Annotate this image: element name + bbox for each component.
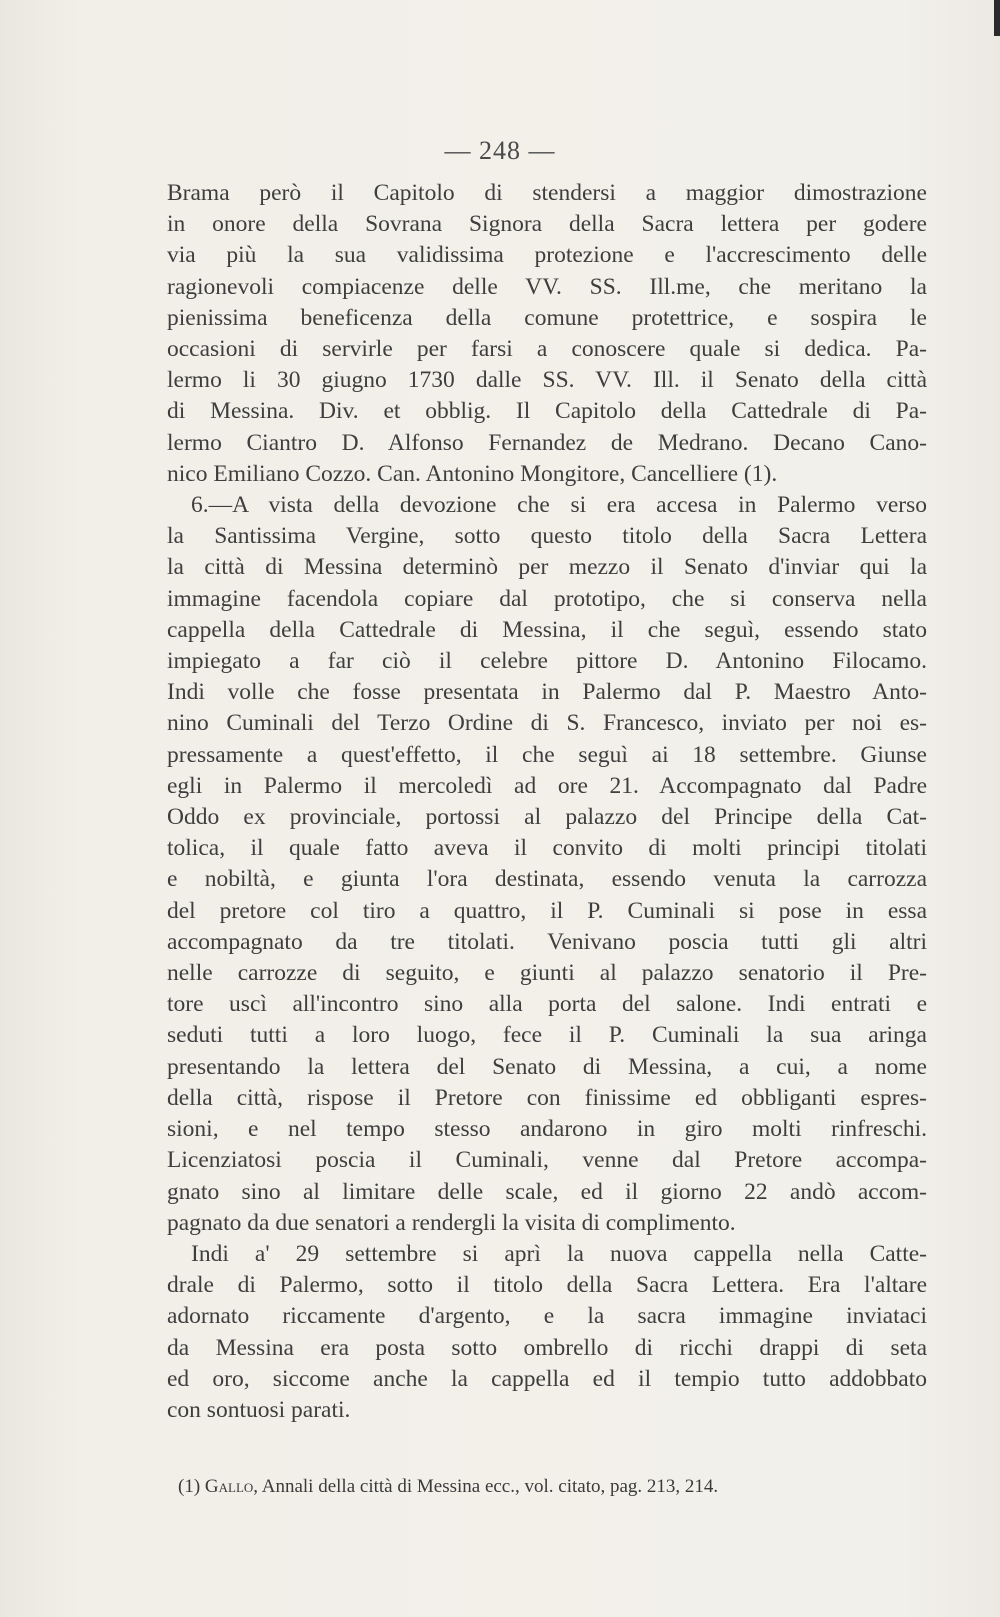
text-line: la città di Messina determinò per mezzo il Senato d'inviar qui la [167,554,927,581]
text-line: presentando la lettera del Senato di Messina, a cui, a nome [167,1053,927,1080]
text-line: egli in Palermo il mercoledì ad ore 21. Accompagnato dal Padre [167,772,927,799]
text-line: impiegato a far ciò il celebre pittore D. Antonino Filocamo. [167,648,927,675]
text-line: gnato sino al limitare delle scale, ed il giorno 22 andò accom- [167,1178,927,1205]
text-line: 6.—A vista della devozione che si era accesa in Palermo verso [191,492,927,519]
text-line: e nobiltà, e giunta l'ora destinata, essendo venuta la carrozza [167,866,927,893]
page-edge-mark [994,0,1000,36]
text-line: sioni, e nel tempo stesso andarono in giro molti rinfreschi. [167,1116,927,1143]
text-line: immagine facendola copiare dal prototipo, che si conserva nella [167,585,927,612]
text-line: lermo li 30 giugno 1730 dalle SS. VV. Ill. il Senato della città [167,367,927,394]
text-line: del pretore col tiro a quattro, il P. Cuminali si pose in essa [167,897,927,924]
paragraph-capitolo [167,178,927,490]
text-line: Licenziatosi poscia il Cuminali, venne dal Pretore accompa- [167,1147,927,1174]
text-line: Brama però il Capitolo di stendersi a maggior dimostrazione [167,180,927,206]
footnote [178,1476,938,1498]
footnote-marker: (1) [178,1476,201,1497]
text-line: nico Emiliano Cozzo. Can. Antonino Mongitore, Cancelliere (1). [167,460,778,487]
text-line: seduti tutti a loro luogo, fece il P. Cuminali la sua aringa [167,1022,927,1049]
text-line: lermo Ciantro D. Alfonso Fernandez de Medrano. Decano Cano- [167,429,927,456]
text-line: ragionevoli compiacenze delle VV. SS. Ill.me, che meritano la [167,273,927,300]
text-line: occasioni di servirle per farsi a conoscere quale si dedica. Pa- [167,336,927,363]
text-line: pressamente a quest'effetto, il che seguì ai 18 settembre. Giunse [167,741,927,768]
text-line: di Messina. Div. et obblig. Il Capitolo della Cattedrale di Pa- [167,398,927,425]
text-line: cappella della Cattedrale di Messina, il che seguì, essendo stato [167,616,927,643]
text-line: ed oro, siccome anche la cappella ed il tempio tutto addobbato [167,1365,927,1392]
text-line: pienissima beneficenza della comune protettrice, e sospira le [167,304,927,331]
text-line: in onore della Sovrana Signora della Sacra lettera per godere [167,211,927,238]
text-line: con sontuosi parati. [167,1396,351,1423]
page-number: — 248 — [444,136,556,165]
text-line: Oddo ex provinciale, portossi al palazzo del Principe della Cat- [167,804,927,831]
text-line: drale di Palermo, sotto il titolo della Sacra Lettera. Era l'altare [167,1272,927,1299]
text-line: della città, rispose il Pretore con finissime ed obbliganti espres- [167,1084,927,1111]
paragraph-section-6 [167,490,927,1239]
text-line: via più la sua validissima protezione e l'accrescimento delle [167,242,927,269]
footnote-author: Gallo [204,1476,254,1497]
text-line: Indi a' 29 settembre si aprì la nuova cappella nella Catte- [191,1240,927,1267]
text-line: pagnato da due senatori a rendergli la visita di complimento. [167,1209,736,1236]
text-line: da Messina era posta sotto ombrello di ricchi drappi di seta [167,1334,927,1361]
body-text [167,178,927,1426]
footnote-text: , Annali della città di Messina ecc., vol. citato, pag. 213, 214. [253,1476,719,1497]
text-line: la Santissima Vergine, sotto questo titolo della Sacra Lettera [167,523,927,550]
text-line: nino Cuminali del Terzo Ordine di S. Francesco, inviato per noi es- [167,710,927,737]
paragraph-cappella [167,1239,927,1426]
text-line: adornato riccamente d'argento, e la sacra immagine inviataci [167,1303,927,1330]
text-line: Indi volle che fosse presentata in Palermo dal P. Maestro Anto- [167,679,927,706]
text-line: tore uscì all'incontro sino alla porta del salone. Indi entrati e [167,991,927,1018]
text-line: tolica, il quale fatto aveva il convito di molti principi titolati [167,835,927,862]
text-line: nelle carrozze di seguito, e giunti al palazzo senatorio il Pre- [167,960,927,987]
text-line: accompagnato da tre titolati. Venivano poscia tutti gli altri [167,928,927,955]
